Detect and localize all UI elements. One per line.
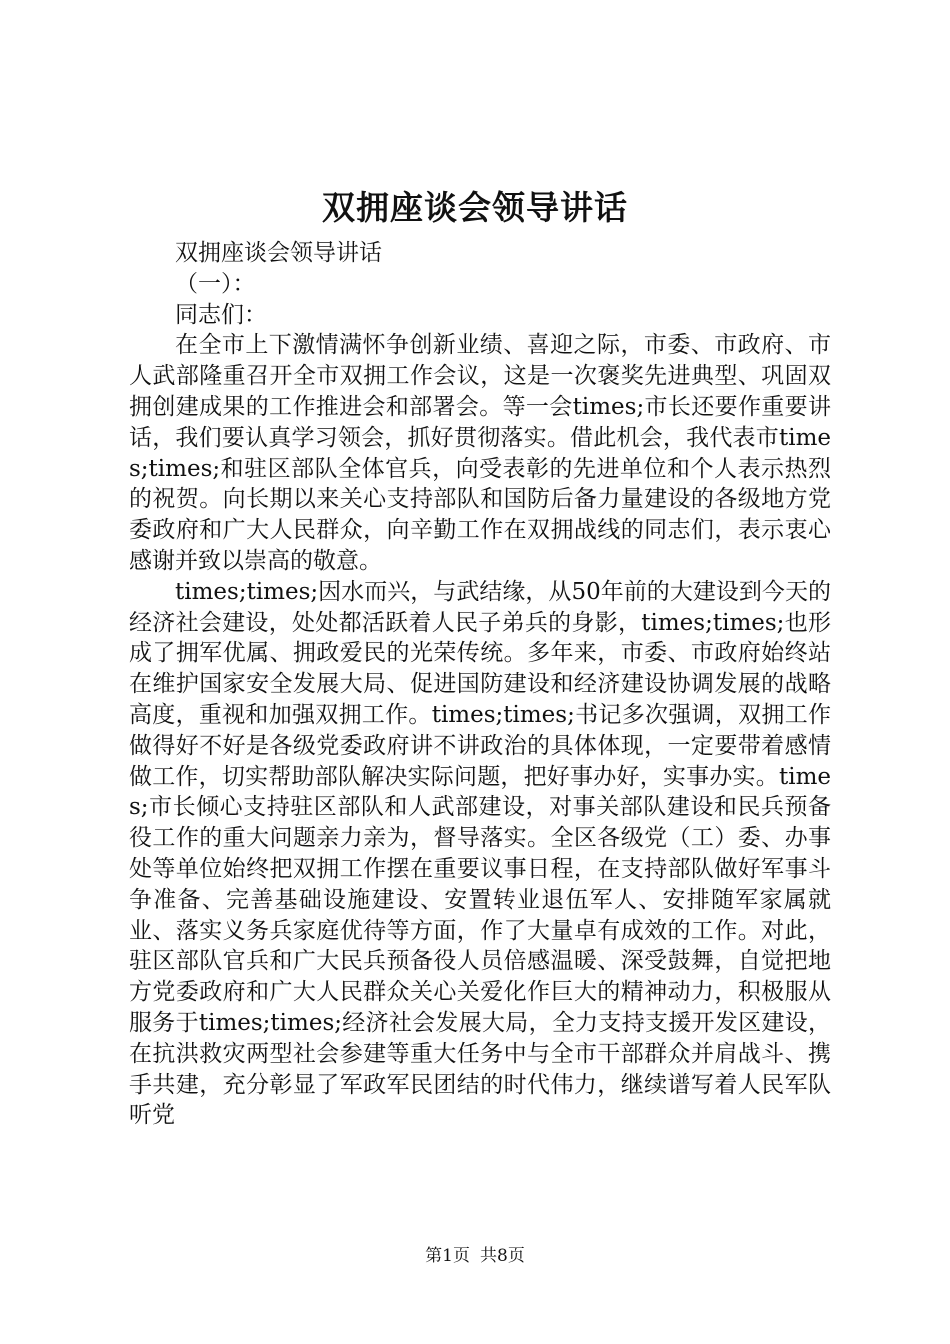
body-paragraph: 在全市上下激情满怀争创新业绩、喜迎之际，市委、市政府、市人武部隆重召开全市双拥工作会议，这是一次褒奖先进典型、巩固双拥创建成果的工作推进会和部署会。等一会times;市长还要作重要讲话，我们要认真学习领会，抓好贯彻落实。借此机会，我代表市times;times;和驻区部队全体官兵，向受表彰的先进单位和个人表示热烈的祝贺。向长期以来关心支持部队和国防后备力量建设的各级地方党委政府和广大人民群众，向辛勤工作在双拥战线的同志们，表示衷心感谢并致以崇高的敬意。 [129, 332, 831, 574]
body-paragraph: times;times;因水而兴，与武结缘，从50年前的大建设到今天的经济社会建设，处处都活跃着人民子弟兵的身影，times;times;也形成了拥军优属、拥政爱民的光荣传统。多年来，市委、市政府始终站在维护国家安全发展大局、促进国防建设和经济建设协调发展的战略高度，重视和加强双拥工作。times;times;书记多次强调，双拥工作做得好不好是各级党委政府讲不讲政治的具体体现，一定要带着感情做工作，切实帮助部队解决实际问题，把好事办好，实事办实。times;市长倾心支持驻区部队和人武部建设，对事关部队建设和民兵预备役工作的重大问题亲力亲为，督导落实。全区各级党（工）委、办事处等单位始终把双拥工作摆在重要议事日程，在支持部队做好军事斗争准备、完善基础设施建设、安置转业退伍军人、安排随军家属就业、落实义务兵家庭优待等方面，作了大量卓有成效的工作。对此，驻区部队官兵和广大民兵预备役人员倍感温暖、深受鼓舞，自觉把地方党委政府和广大人民群众关心关爱化作巨大的精神动力，积极服从服务于times;times;经济社会发展大局，全力支持支援开发区建设，在抗洪救灾两型社会参建等重大任务中与全市干部群众并肩战斗、携手共建，充分彰显了军政军民团结的时代伟力，继续谱写着人民军队听党 [129, 578, 831, 1129]
body-paragraph-section-number: （一）： [175, 270, 256, 297]
document-body [129, 238, 831, 1131]
page-footer [0, 1244, 950, 1268]
body-paragraph-salutation: 同志们： [175, 301, 267, 328]
body-paragraph-subtitle: 双拥座谈会领导讲话 [175, 240, 382, 266]
document-title: 双拥座谈会领导讲话 [322, 188, 628, 227]
page-total: 共8页 [480, 1246, 525, 1266]
page-number: 第1页 [425, 1246, 470, 1266]
